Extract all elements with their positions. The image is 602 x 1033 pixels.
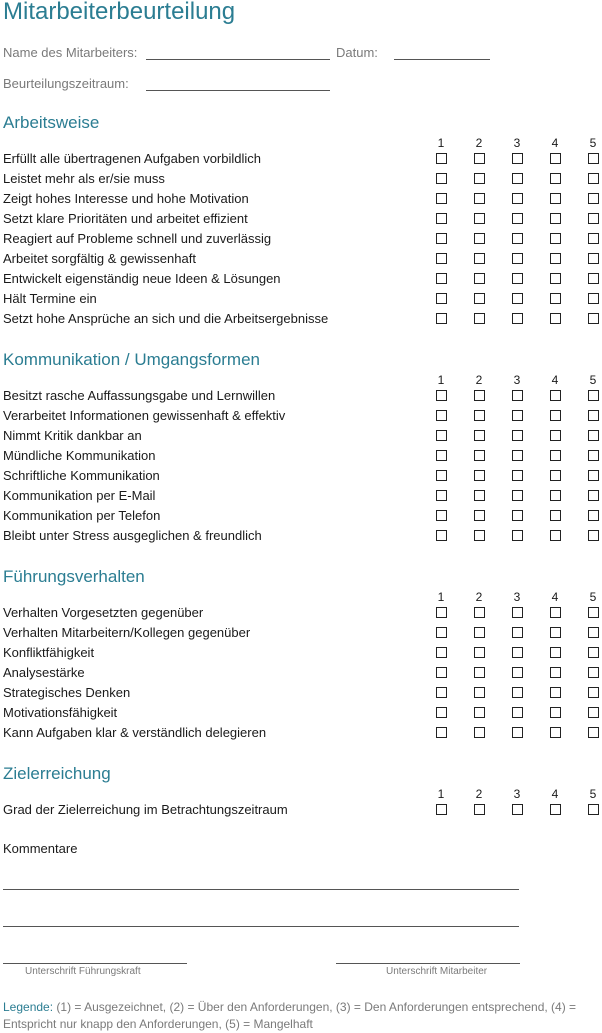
criteria-row [0, 487, 602, 505]
criteria-row [0, 644, 602, 662]
rating-checkbox-5[interactable] [588, 390, 599, 401]
scale-number: 3 [513, 373, 521, 387]
rating-checkbox-2[interactable] [474, 293, 485, 304]
legend [3, 999, 599, 1033]
rating-checkbox-5[interactable] [588, 233, 599, 244]
criteria-label: Setzt klare Prioritäten und arbeitet effizient [3, 211, 248, 226]
rating-checkbox-4[interactable] [550, 153, 561, 164]
rating-checkbox-3[interactable] [512, 193, 523, 204]
comment-line-1[interactable] [3, 889, 519, 890]
rating-checkbox-5[interactable] [588, 687, 599, 698]
criteria-row [0, 467, 602, 485]
criteria-row [0, 190, 602, 208]
criteria-row [0, 210, 602, 228]
rating-checkbox-3[interactable] [512, 410, 523, 421]
rating-checkbox-1[interactable] [436, 293, 447, 304]
scale-number: 4 [551, 373, 559, 387]
criteria-label: Leistet mehr als er/sie muss [3, 171, 165, 186]
scale-number: 4 [551, 136, 559, 150]
rating-checkbox-4[interactable] [550, 607, 561, 618]
rating-checkbox-1[interactable] [436, 530, 447, 541]
rating-checkbox-3[interactable] [512, 273, 523, 284]
scale-number: 1 [437, 373, 445, 387]
criteria-label: Setzt hohe Ansprüche an sich und die Arbeitsergebnisse [3, 311, 329, 326]
criteria-row [0, 270, 602, 288]
rating-scale-header [0, 136, 602, 150]
criteria-label: Konfliktfähigkeit [3, 645, 95, 660]
rating-checkbox-2[interactable] [474, 390, 485, 401]
criteria-row [0, 230, 602, 248]
rating-checkbox-2[interactable] [474, 173, 485, 184]
rating-checkbox-2[interactable] [474, 313, 485, 324]
rating-checkbox-2[interactable] [474, 530, 485, 541]
rating-checkbox-4[interactable] [550, 510, 561, 521]
rating-checkbox-4[interactable] [550, 627, 561, 638]
section-title-arbeitsweise: Arbeitsweise [3, 113, 100, 132]
manager-signature-field[interactable] [3, 963, 187, 964]
rating-checkbox-3[interactable] [512, 607, 523, 618]
rating-checkbox-2[interactable] [474, 804, 485, 815]
rating-checkbox-2[interactable] [474, 667, 485, 678]
criteria-row [0, 684, 602, 702]
rating-checkbox-2[interactable] [474, 450, 485, 461]
employee-name-field[interactable] [146, 59, 330, 60]
rating-checkbox-4[interactable] [550, 667, 561, 678]
rating-checkbox-3[interactable] [512, 627, 523, 638]
criteria-row [0, 310, 602, 328]
manager-signature-caption: Unterschrift Führungskraft [25, 966, 141, 977]
rating-checkbox-5[interactable] [588, 430, 599, 441]
rating-checkbox-3[interactable] [512, 313, 523, 324]
criteria-label: Kommunikation per E-Mail [3, 488, 156, 503]
rating-checkbox-3[interactable] [512, 430, 523, 441]
rating-checkbox-3[interactable] [512, 727, 523, 738]
scale-number: 5 [589, 590, 597, 604]
rating-checkbox-2[interactable] [474, 153, 485, 164]
rating-checkbox-5[interactable] [588, 213, 599, 224]
criteria-label: Arbeitet sorgfältig & gewissenhaft [3, 251, 196, 266]
rating-checkbox-5[interactable] [588, 707, 599, 718]
criteria-label: Verarbeitet Informationen gewissenhaft & effektiv [3, 408, 286, 423]
criteria-row [0, 704, 602, 722]
rating-checkbox-3[interactable] [512, 707, 523, 718]
criteria-row [0, 250, 602, 268]
criteria-row [0, 527, 602, 545]
rating-checkbox-1[interactable] [436, 510, 447, 521]
rating-checkbox-2[interactable] [474, 627, 485, 638]
rating-checkbox-3[interactable] [512, 293, 523, 304]
rating-checkbox-1[interactable] [436, 193, 447, 204]
rating-checkbox-5[interactable] [588, 647, 599, 658]
rating-checkbox-1[interactable] [436, 273, 447, 284]
rating-checkbox-2[interactable] [474, 253, 485, 264]
rating-checkbox-5[interactable] [588, 727, 599, 738]
rating-checkbox-2[interactable] [474, 470, 485, 481]
rating-checkbox-1[interactable] [436, 470, 447, 481]
employee-signature-caption: Unterschrift Mitarbeiter [386, 966, 488, 977]
rating-checkbox-5[interactable] [588, 627, 599, 638]
scale-number: 3 [513, 136, 521, 150]
rating-checkbox-1[interactable] [436, 430, 447, 441]
criteria-label: Kann Aufgaben klar & verständlich delegieren [3, 725, 267, 740]
rating-checkbox-1[interactable] [436, 253, 447, 264]
criteria-label: Grad der Zielerreichung im Betrachtungszeitraum [3, 802, 288, 817]
rating-scale-header [0, 787, 602, 801]
rating-checkbox-1[interactable] [436, 173, 447, 184]
date-field[interactable] [394, 59, 490, 60]
rating-checkbox-1[interactable] [436, 707, 447, 718]
rating-checkbox-2[interactable] [474, 213, 485, 224]
rating-checkbox-3[interactable] [512, 490, 523, 501]
rating-checkbox-1[interactable] [436, 213, 447, 224]
rating-checkbox-3[interactable] [512, 510, 523, 521]
rating-checkbox-2[interactable] [474, 607, 485, 618]
criteria-label: Strategisches Denken [3, 685, 131, 700]
rating-checkbox-4[interactable] [550, 253, 561, 264]
rating-checkbox-4[interactable] [550, 430, 561, 441]
rating-checkbox-5[interactable] [588, 410, 599, 421]
rating-checkbox-5[interactable] [588, 253, 599, 264]
criteria-label: Erfüllt alle übertragenen Aufgaben vorbildlich [3, 151, 262, 166]
rating-checkbox-2[interactable] [474, 410, 485, 421]
scale-number: 5 [589, 136, 597, 150]
rating-checkbox-1[interactable] [436, 607, 447, 618]
section-title-zielerreichung: Zielerreichung [3, 764, 111, 783]
section-title-kommunikation: Kommunikation / Umgangsformen [3, 350, 261, 369]
scale-number: 1 [437, 136, 445, 150]
criteria-label: Zeigt hohes Interesse und hohe Motivation [3, 191, 249, 206]
scale-number: 4 [551, 590, 559, 604]
rating-checkbox-3[interactable] [512, 450, 523, 461]
legend-label: Legende: [3, 1000, 54, 1014]
rating-checkbox-5[interactable] [588, 450, 599, 461]
rating-checkbox-3[interactable] [512, 667, 523, 678]
criteria-label: Verhalten Vorgesetzten gegenüber [3, 605, 204, 620]
criteria-row [0, 290, 602, 308]
rating-checkbox-4[interactable] [550, 530, 561, 541]
criteria-row [0, 447, 602, 465]
rating-checkbox-2[interactable] [474, 490, 485, 501]
rating-checkbox-1[interactable] [436, 450, 447, 461]
rating-checkbox-5[interactable] [588, 490, 599, 501]
criteria-label: Nimmt Kritik dankbar an [3, 428, 142, 443]
criteria-label: Hält Termine ein [3, 291, 97, 306]
criteria-row [0, 427, 602, 445]
section-title-fuehrung: Führungsverhalten [3, 567, 145, 586]
rating-checkbox-5[interactable] [588, 470, 599, 481]
rating-checkbox-5[interactable] [588, 667, 599, 678]
rating-checkbox-4[interactable] [550, 313, 561, 324]
scale-number: 2 [475, 136, 483, 150]
rating-checkbox-5[interactable] [588, 153, 599, 164]
rating-checkbox-2[interactable] [474, 430, 485, 441]
rating-checkbox-1[interactable] [436, 804, 447, 815]
rating-checkbox-4[interactable] [550, 193, 561, 204]
legend-text: (1) = Ausgezeichnet, (2) = Über den Anforderungen, (3) = Den Anforderungen entsprechend, (4) = Entspricht nur knapp den Anforderungen, (5) = Mangelhaft [3, 1000, 577, 1031]
rating-checkbox-1[interactable] [436, 667, 447, 678]
scale-number: 5 [589, 373, 597, 387]
rating-checkbox-1[interactable] [436, 153, 447, 164]
rating-checkbox-2[interactable] [474, 233, 485, 244]
scale-number: 3 [513, 590, 521, 604]
criteria-row [0, 387, 602, 405]
rating-checkbox-4[interactable] [550, 727, 561, 738]
rating-checkbox-5[interactable] [588, 804, 599, 815]
rating-checkbox-2[interactable] [474, 273, 485, 284]
criteria-label: Entwickelt eigenständig neue Ideen & Lösungen [3, 271, 281, 286]
rating-checkbox-1[interactable] [436, 687, 447, 698]
date-label: Datum: [336, 45, 378, 60]
rating-checkbox-3[interactable] [512, 530, 523, 541]
rating-checkbox-5[interactable] [588, 313, 599, 324]
criteria-label: Mündliche Kommunikation [3, 448, 156, 463]
rating-checkbox-4[interactable] [550, 173, 561, 184]
criteria-label: Kommunikation per Telefon [3, 508, 161, 523]
rating-checkbox-4[interactable] [550, 450, 561, 461]
rating-checkbox-3[interactable] [512, 804, 523, 815]
scale-number: 3 [513, 787, 521, 801]
criteria-row [0, 604, 602, 622]
rating-checkbox-2[interactable] [474, 510, 485, 521]
rating-checkbox-5[interactable] [588, 173, 599, 184]
rating-scale-header [0, 590, 602, 604]
rating-checkbox-5[interactable] [588, 273, 599, 284]
rating-checkbox-4[interactable] [550, 804, 561, 815]
criteria-label: Verhalten Mitarbeitern/Kollegen gegenüber [3, 625, 251, 640]
scale-number: 2 [475, 373, 483, 387]
period-field[interactable] [146, 90, 330, 91]
rating-checkbox-4[interactable] [550, 707, 561, 718]
page-title: Mitarbeiterbeurteilung [3, 0, 236, 25]
criteria-row [0, 801, 602, 819]
criteria-row [0, 724, 602, 742]
rating-checkbox-1[interactable] [436, 727, 447, 738]
rating-checkbox-4[interactable] [550, 273, 561, 284]
scale-number: 1 [437, 787, 445, 801]
rating-checkbox-3[interactable] [512, 647, 523, 658]
rating-checkbox-2[interactable] [474, 687, 485, 698]
rating-checkbox-3[interactable] [512, 687, 523, 698]
rating-checkbox-4[interactable] [550, 490, 561, 501]
rating-checkbox-1[interactable] [436, 490, 447, 501]
criteria-label: Besitzt rasche Auffassungsgabe und Lernwillen [3, 388, 276, 403]
rating-checkbox-3[interactable] [512, 390, 523, 401]
rating-checkbox-5[interactable] [588, 510, 599, 521]
rating-checkbox-5[interactable] [588, 193, 599, 204]
rating-checkbox-2[interactable] [474, 647, 485, 658]
comment-line-2[interactable] [3, 926, 519, 927]
rating-checkbox-5[interactable] [588, 293, 599, 304]
rating-checkbox-1[interactable] [436, 647, 447, 658]
rating-checkbox-4[interactable] [550, 647, 561, 658]
criteria-label: Bleibt unter Stress ausgeglichen & freundlich [3, 528, 262, 543]
criteria-row [0, 624, 602, 642]
rating-checkbox-4[interactable] [550, 213, 561, 224]
scale-number: 5 [589, 787, 597, 801]
rating-checkbox-1[interactable] [436, 410, 447, 421]
criteria-row [0, 150, 602, 168]
criteria-label: Motivationsfähigkeit [3, 705, 118, 720]
rating-scale-header [0, 373, 602, 387]
rating-checkbox-4[interactable] [550, 410, 561, 421]
rating-checkbox-2[interactable] [474, 193, 485, 204]
scale-number: 4 [551, 787, 559, 801]
employee-signature-field[interactable] [336, 963, 520, 964]
comments-label: Kommentare [3, 841, 78, 856]
rating-checkbox-2[interactable] [474, 707, 485, 718]
criteria-label: Analysestärke [3, 665, 85, 680]
criteria-row [0, 407, 602, 425]
rating-checkbox-1[interactable] [436, 390, 447, 401]
rating-checkbox-4[interactable] [550, 687, 561, 698]
rating-checkbox-2[interactable] [474, 727, 485, 738]
scale-number: 2 [475, 590, 483, 604]
rating-checkbox-4[interactable] [550, 293, 561, 304]
rating-checkbox-3[interactable] [512, 233, 523, 244]
rating-checkbox-3[interactable] [512, 253, 523, 264]
rating-checkbox-5[interactable] [588, 607, 599, 618]
rating-checkbox-3[interactable] [512, 153, 523, 164]
rating-checkbox-1[interactable] [436, 233, 447, 244]
rating-checkbox-4[interactable] [550, 390, 561, 401]
criteria-label: Reagiert auf Probleme schnell und zuverlässig [3, 231, 272, 246]
rating-checkbox-1[interactable] [436, 313, 447, 324]
rating-checkbox-1[interactable] [436, 627, 447, 638]
rating-checkbox-4[interactable] [550, 470, 561, 481]
rating-checkbox-3[interactable] [512, 213, 523, 224]
rating-checkbox-3[interactable] [512, 470, 523, 481]
rating-checkbox-3[interactable] [512, 173, 523, 184]
criteria-row [0, 664, 602, 682]
rating-checkbox-5[interactable] [588, 530, 599, 541]
criteria-row [0, 170, 602, 188]
criteria-label: Schriftliche Kommunikation [3, 468, 160, 483]
period-label: Beurteilungszeitraum: [3, 76, 129, 91]
scale-number: 1 [437, 590, 445, 604]
scale-number: 2 [475, 787, 483, 801]
employee-name-label: Name des Mitarbeiters: [3, 45, 138, 60]
rating-checkbox-4[interactable] [550, 233, 561, 244]
criteria-row [0, 507, 602, 525]
